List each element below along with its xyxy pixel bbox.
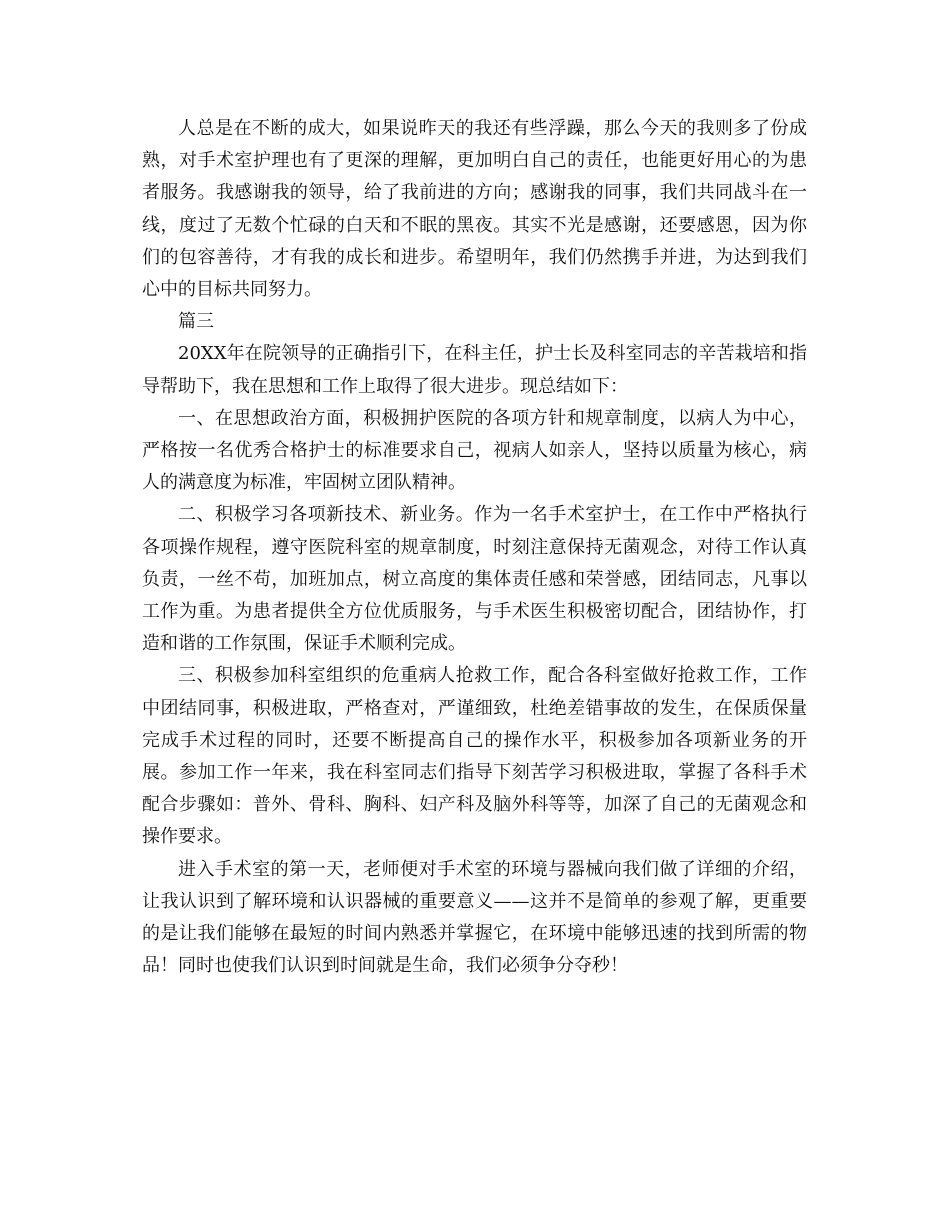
paragraph-rescue-work: 三、积极参加科室组织的危重病人抢救工作，配合各科室做好抢救工作，工作中团结同事，积极进取，严格查对，严谨细致，杜绝差错事故的发生，在保质保量完成手术过程的同时，还要不断提高自己的操作水平，积极参加各项新业务的开展。参加工作一年来，我在科室同志们指导下刻苦学习积极进取，掌握了各科手术配合步骤如：普外、骨科、胸科、妇产科及脑外科等等，加深了自己的无菌观念和操作要求。	[142, 665, 807, 848]
paragraph-new-techniques: 二、积极学习各项新技术、新业务。作为一名手术室护士，在工作中严格执行各项操作规程，遵守医院科室的规章制度，时刻注意保持无菌观念，对待工作认真负责，一丝不苟，加班加点，树立高度的集体责任感和荣誉感，团结同志，凡事以工作为重。为患者提供全方位优质服务，与手术医生积极密切配合，团结协作，打造和谐的工作氛围，保证手术顺利完成。	[142, 504, 807, 655]
paragraph-first-day: 进入手术室的第一天，老师便对手术室的环境与器械向我们做了详细的介绍，让我认识到了解环境和认识器械的重要意义——这并不是简单的参观了解，更重要的是让我们能够在最短的时间内熟悉并掌握它，在环境中能够迅速的找到所需的物品！同时也使我们认识到时间就是生命，我们必须争分夺秒！	[142, 858, 807, 977]
paragraph-political-thought: 一、在思想政治方面，积极拥护医院的各项方针和规章制度，以病人为中心，严格按一名优秀合格护士的标准要求自己，视病人如亲人，坚持以质量为核心，病人的满意度为标准，牢固树立团队精神。	[142, 407, 807, 494]
paragraph-growth-reflection: 人总是在不断的成大，如果说昨天的我还有些浮躁，那么今天的我则多了份成熟，对手术室护理也有了更深的理解，更加明白自己的责任，也能更好用心的为患者服务。我感谢我的领导，给了我前进的方向；感谢我的同事，我们共同战斗在一线，度过了无数个忙碌的白天和不眠的黑夜。其实不光是感谢，还要感恩，因为你们的包容善待，才有我的成长和进步。希望明年，我们仍然携手并进，为达到我们心中的目标共同努力。	[142, 118, 807, 301]
document-body	[142, 113, 807, 982]
section-heading-part-three: 篇三	[178, 311, 214, 333]
paragraph-annual-intro: 20XX年在院领导的正确指引下，在科主任，护士长及科室同志的辛苦栽培和指导帮助下，我在思想和工作上取得了很大进步。现总结如下：	[142, 343, 807, 397]
